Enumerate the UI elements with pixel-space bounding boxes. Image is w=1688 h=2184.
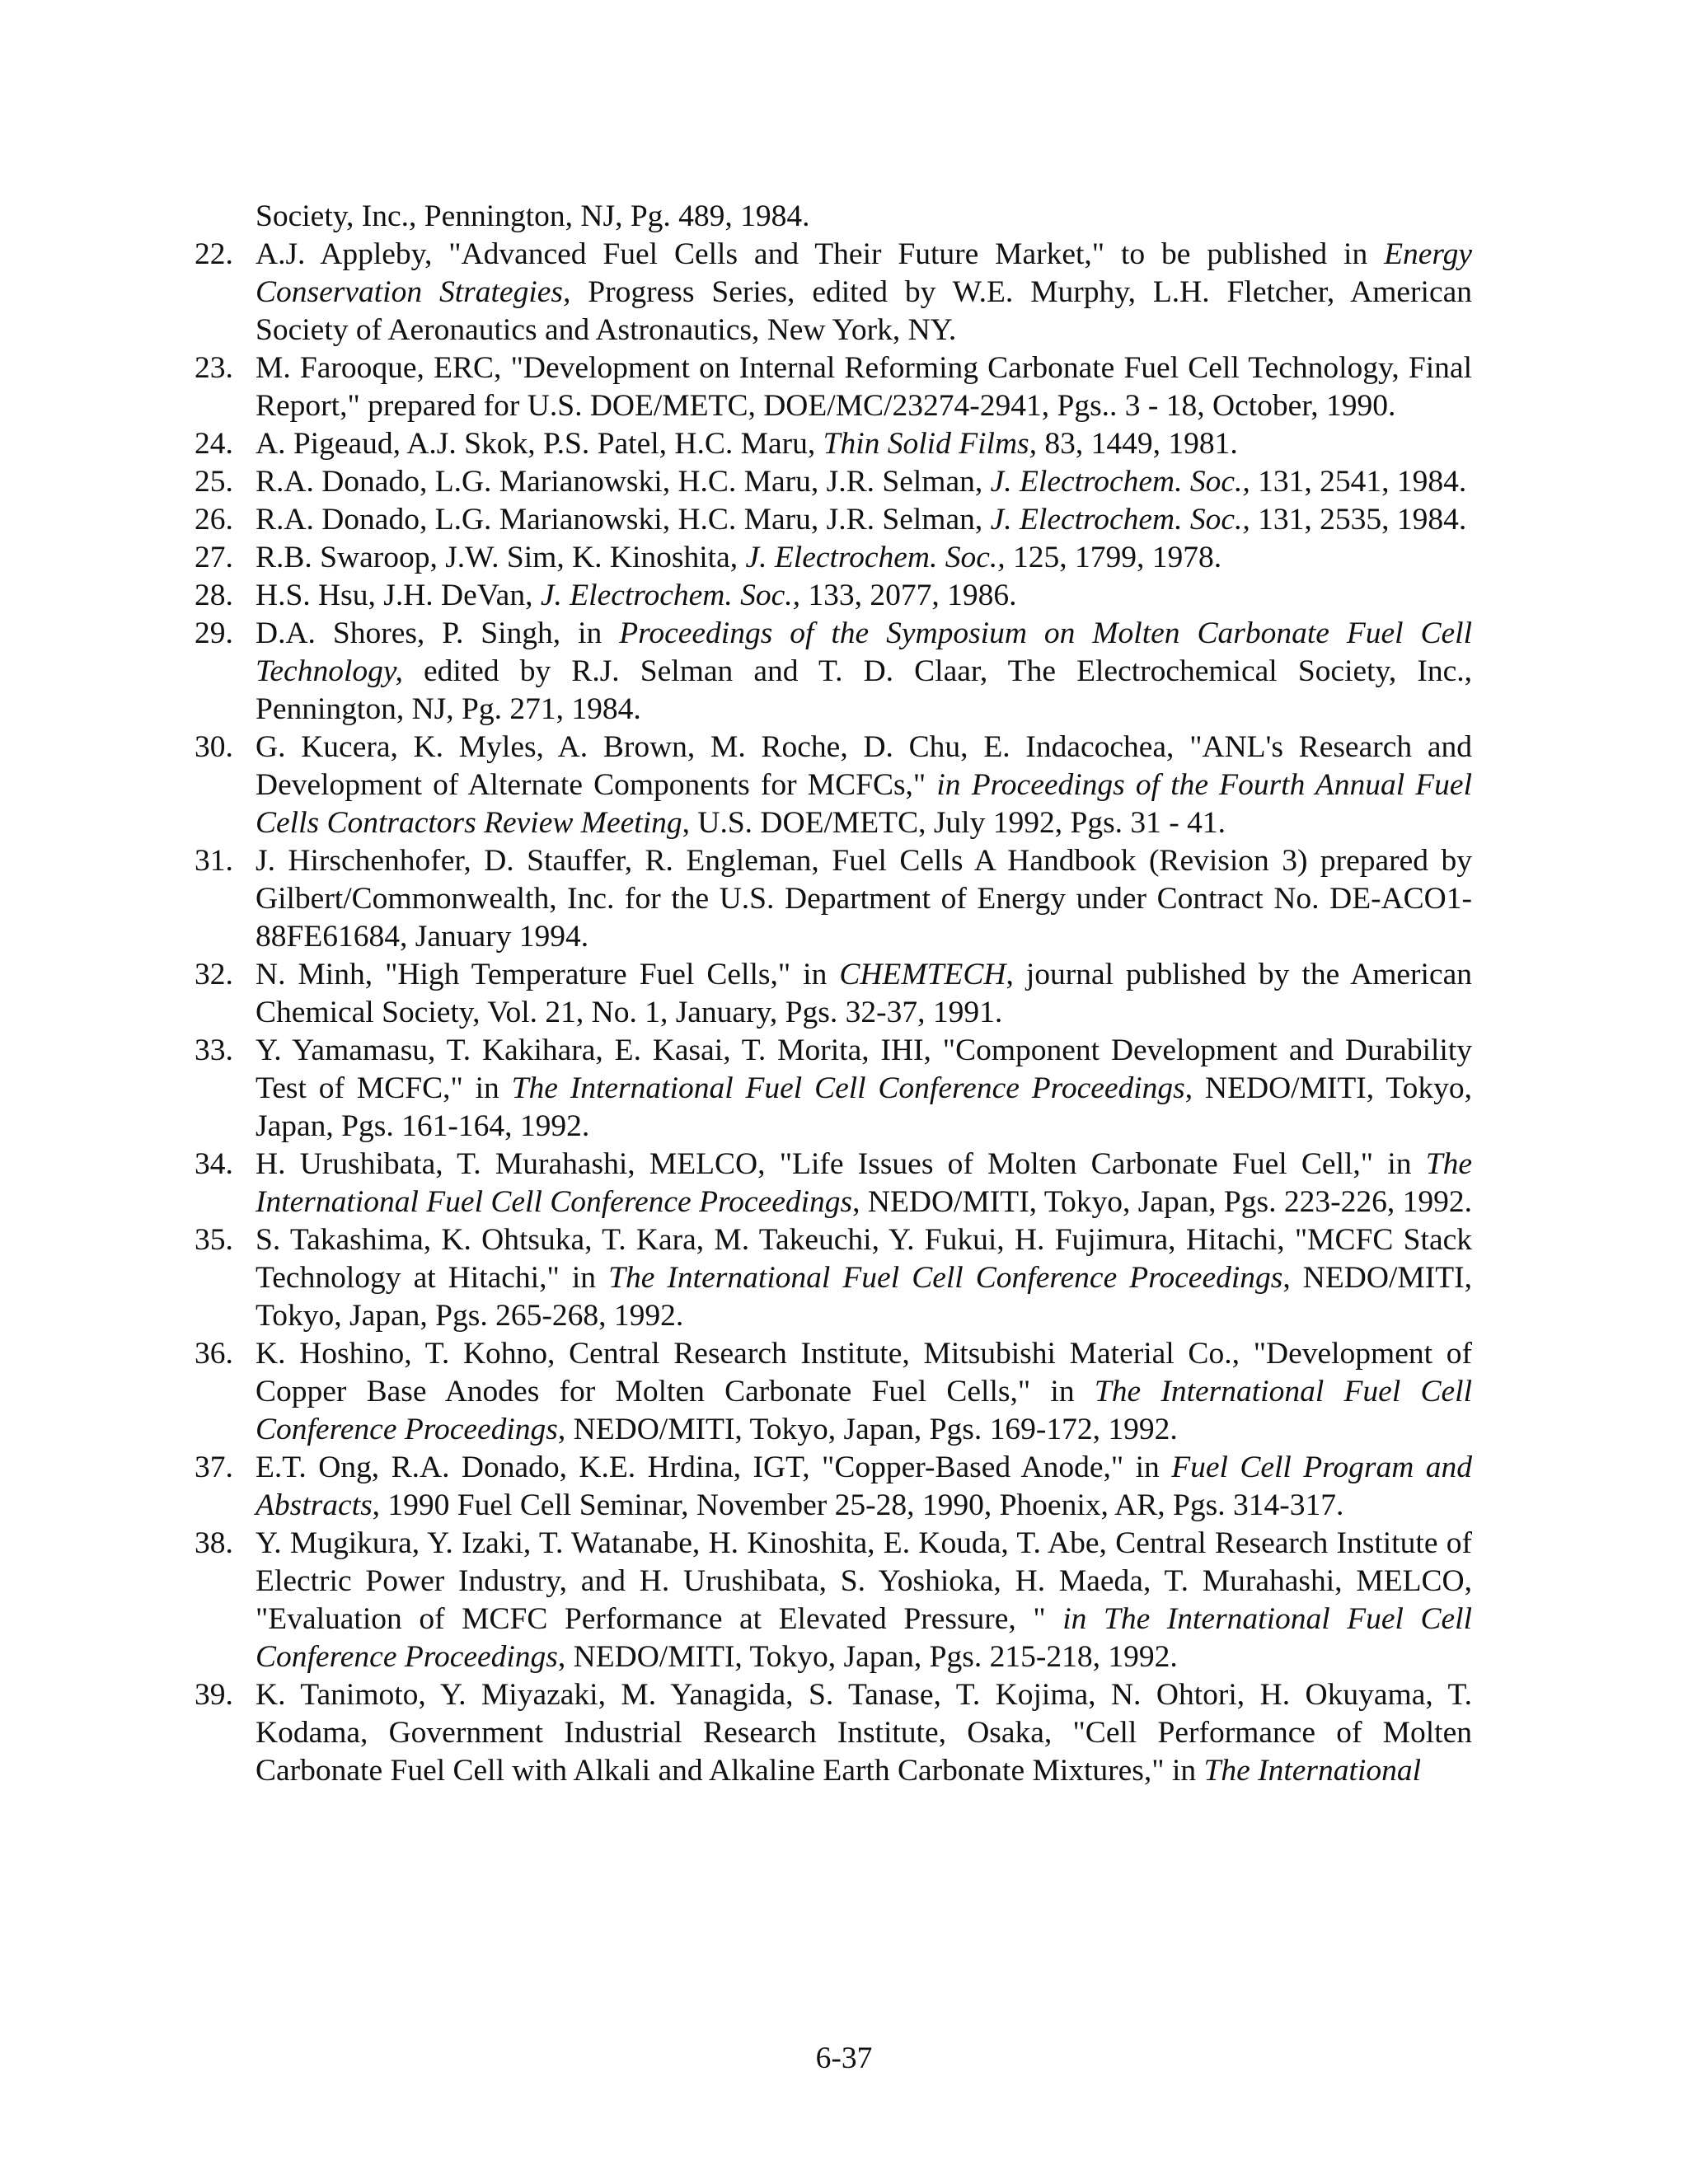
reference-italic-text: in The International Fuel Cell Conference Proceedings (256, 1602, 1472, 1674)
reference-number: 25. (195, 465, 233, 499)
reference-text: 131, 2541, 1984. (1250, 465, 1467, 499)
reference-text: J. Hirschenhofer, D. Stauffer, R. Engleman, Fuel Cells A Handbook (Revision 3) prepared by Gilbert/Commonwealth, Inc. for the U.S. Department of Energy under Contract No. DE-ACO1-88FE61684, January 1994. (256, 844, 1472, 954)
reference-item (195, 1525, 1472, 1676)
reference-item (195, 1676, 1472, 1790)
reference-text: , NEDO/MITI, Tokyo, Japan, Pgs. 265-268, 1992. (256, 1261, 1472, 1333)
reference-italic-text: The International Fuel Cell Conference Proceedings (511, 1071, 1185, 1105)
reference-item (195, 349, 1472, 425)
reference-number: 38. (195, 1526, 233, 1560)
reference-continuation: Society, Inc., Pennington, NJ, Pg. 489, 1984. (256, 199, 810, 233)
reference-text: A.J. Appleby, "Advanced Fuel Cells and Their Future Market," to be published in (256, 237, 1385, 271)
reference-item (195, 463, 1472, 501)
reference-text: R.A. Donado, L.G. Marianowski, H.C. Maru, J.R. Selman, (256, 465, 991, 499)
reference-text: G. Kucera, K. Myles, A. Brown, M. Roche, D. Chu, E. Indacochea, "ANL's Research and Development of Alternate Components for MCFCs," (256, 730, 1472, 802)
reference-item (195, 729, 1472, 842)
reference-item (195, 1032, 1473, 1146)
reference-item (195, 539, 1472, 577)
reference-italic-text: J. Electrochem. Soc., (540, 579, 800, 612)
reference-number: 28. (195, 579, 233, 612)
reference-text: , journal published by the American Chemical Society, Vol. 21, No. 1, January, Pgs. 32-37, 1991. (256, 958, 1472, 1029)
reference-italic-text: Proceedings of the Symposium on Molten Carbonate Fuel Cell Technology, (256, 616, 1472, 688)
reference-number: 26. (195, 503, 233, 537)
reference-text: R.A. Donado, L.G. Marianowski, H.C. Maru, J.R. Selman, (256, 503, 991, 537)
reference-italic-text: in Proceedings of the Fourth Annual Fuel Cells Contractors Review Meeting (256, 768, 1472, 840)
reference-text: N. Minh, "High Temperature Fuel Cells," in (256, 958, 840, 991)
reference-number: 39. (195, 1678, 233, 1712)
reference-item (195, 501, 1472, 539)
reference-number: 34. (195, 1147, 233, 1181)
reference-text: R.B. Swaroop, J.W. Sim, K. Kinoshita, (256, 541, 746, 574)
reference-number: 29. (195, 616, 233, 650)
reference-italic-text: The International (1203, 1754, 1422, 1788)
reference-italic-text: Fuel Cell Program and Abstracts (256, 1451, 1472, 1522)
reference-text: , 1990 Fuel Cell Seminar, November 25-28, 1990, Phoenix, AR, Pgs. 314-317. (372, 1488, 1344, 1522)
reference-number: 31. (195, 844, 233, 878)
reference-item (195, 577, 1472, 615)
reference-text: , NEDO/MITI, Tokyo, Japan, Pgs. 223-226, 1992. (852, 1185, 1472, 1219)
reference-item (195, 1146, 1472, 1221)
reference-text: K. Hoshino, T. Kohno, Central Research Institute, Mitsubishi Material Co., "Development of Copper Base Anodes for Molten Carbonate Fuel Cells," in (256, 1337, 1472, 1408)
reference-text: , NEDO/MITI, Tokyo, Japan, Pgs. 215-218, 1992. (557, 1640, 1178, 1674)
reference-text: , NEDO/MITI, Tokyo, Japan, Pgs. 169-172, 1992. (557, 1413, 1178, 1446)
reference-text: Progress Series, edited by W.E. Murphy, L.H. Fletcher, American Society of Aeronautics and Astronautics, New York, NY. (256, 275, 1472, 347)
reference-italic-text: J. Electrochem. Soc., (990, 465, 1250, 499)
reference-text: Y. Mugikura, Y. Izaki, T. Watanabe, H. Kinoshita, E. Kouda, T. Abe, Central Research Institute of Electric Power Industry, and H. Urushibata, S. Yoshioka, H. Maeda, T. Murahashi, MELCO, "Evaluation of MCFC Performance at Elevated Pressure, " (256, 1526, 1472, 1636)
reference-text: , U.S. DOE/METC, July 1992, Pgs. 31 - 41. (682, 806, 1226, 840)
reference-text: H.S. Hsu, J.H. DeVan, (256, 579, 541, 612)
reference-text: D.A. Shores, P. Singh, in (256, 616, 620, 650)
reference-number: 24. (195, 427, 233, 461)
reference-list (195, 198, 1473, 1790)
reference-number: 30. (195, 730, 233, 764)
reference-item (195, 425, 1472, 463)
reference-number: 37. (195, 1451, 233, 1484)
reference-number: 36. (195, 1337, 233, 1371)
reference-text: H. Urushibata, T. Murahashi, MELCO, "Life Issues of Molten Carbonate Fuel Cell," in (256, 1147, 1426, 1181)
reference-item (195, 1221, 1472, 1335)
reference-text: edited by R.J. Selman and T. D. Claar, The Electrochemical Society, Inc., Pennington, NJ, Pg. 271, 1984. (256, 654, 1472, 726)
reference-text: E.T. Ong, R.A. Donado, K.E. Hrdina, IGT, "Copper-Based Anode," in (256, 1451, 1172, 1484)
reference-number: 33. (195, 1033, 233, 1067)
reference-item (195, 1449, 1472, 1525)
reference-text: , NEDO/MITI, Tokyo, Japan, Pgs. 161-164, 1992. (256, 1071, 1473, 1143)
reference-item (195, 615, 1472, 729)
reference-item (195, 236, 1472, 349)
reference-italic-text: The International Fuel Cell Conference Proceedings (256, 1147, 1472, 1219)
reference-italic-text: Thin Solid Films, (823, 427, 1037, 461)
reference-number: 35. (195, 1223, 233, 1257)
reference-number: 27. (195, 541, 233, 574)
reference-text: K. Tanimoto, Y. Miyazaki, M. Yanagida, S. Tanase, T. Kojima, N. Ohtori, H. Okuyama, T. Kodama, Government Industrial Research Institute, Osaka, "Cell Performance of Molten Carbonate Fuel Cell with Alkali and Alkaline Earth Carbonate Mixtures," in (256, 1678, 1472, 1788)
reference-item (195, 842, 1472, 956)
reference-text: 125, 1799, 1978. (1005, 541, 1222, 574)
reference-italic-text: CHEMTECH (839, 958, 1006, 991)
reference-text: Y. Yamamasu, T. Kakihara, E. Kasai, T. Morita, IHI, "Component Development and Durability Test of MCFC," in (256, 1033, 1472, 1105)
reference-item (195, 1335, 1472, 1449)
reference-text: M. Farooque, ERC, "Development on Internal Reforming Carbonate Fuel Cell Technology, Final Report," prepared for U.S. DOE/METC, DOE/MC/23274-2941, Pgs.. 3 - 18, October, 1990. (256, 351, 1472, 423)
reference-text: 133, 2077, 1986. (800, 579, 1017, 612)
reference-number: 32. (195, 958, 233, 991)
reference-item (195, 956, 1472, 1032)
reference-number: 22. (195, 237, 233, 271)
reference-italic-text: Energy Conservation Strategies, (256, 237, 1472, 309)
reference-text: S. Takashima, K. Ohtsuka, T. Kara, M. Takeuchi, Y. Fukui, H. Fujimura, Hitachi, "MCFC Stack Technology at Hitachi," in (256, 1223, 1472, 1295)
reference-text: 83, 1449, 1981. (1037, 427, 1238, 461)
reference-entries (195, 236, 1473, 1790)
reference-italic-text: The International Fuel Cell Conference Proceedings (608, 1261, 1283, 1295)
reference-italic-text: J. Electrochem. Soc., (745, 541, 1006, 574)
reference-italic-text: The International Fuel Cell Conference Proceedings (256, 1375, 1472, 1446)
reference-number: 23. (195, 351, 233, 385)
reference-text: A. Pigeaud, A.J. Skok, P.S. Patel, H.C. Maru, (256, 427, 823, 461)
page-number: 6-37 (815, 2041, 873, 2075)
reference-italic-text: J. Electrochem. Soc., (990, 503, 1250, 537)
reference-text: 131, 2535, 1984. (1250, 503, 1467, 537)
